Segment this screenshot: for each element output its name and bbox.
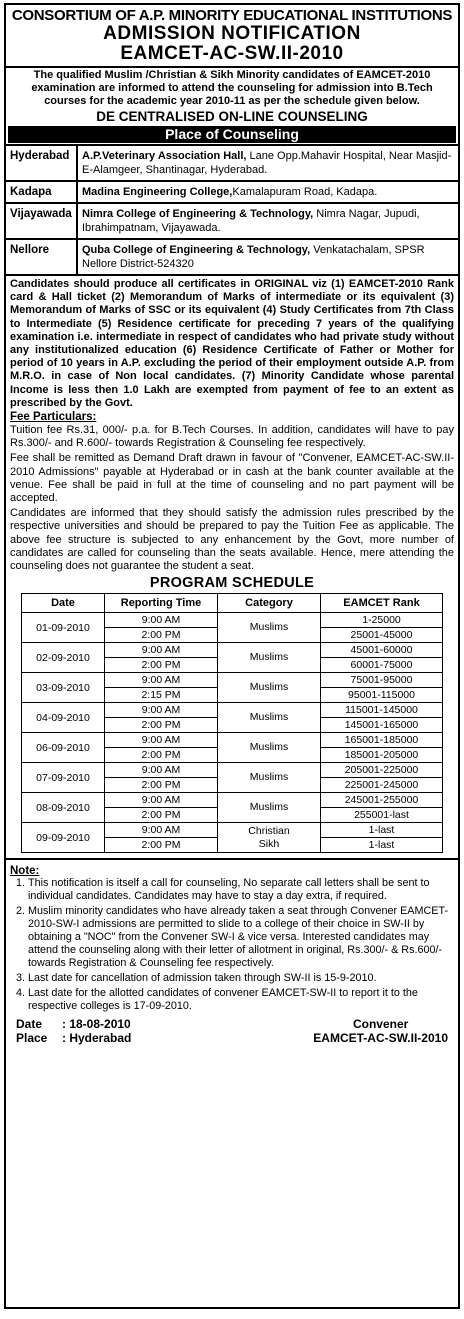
schedule-time: 2:00 PM (105, 838, 218, 853)
place-value: : Hyderabad (62, 1031, 132, 1046)
schedule-time: 2:00 PM (105, 778, 218, 793)
intro-paragraph: The qualified Muslim /Christian & Sikh Minority candidates of EAMCET-2010 examination are informed to attend the counseling for admission into B.Tech courses for the academic year 2010-11 as per the schedule given below. (31, 69, 433, 107)
schedule-time: 9:00 AM (105, 793, 218, 808)
place-address-cell (77, 239, 458, 274)
date-value: : 18-08-2010 (62, 1017, 131, 1032)
schedule-row (22, 793, 443, 808)
date-label: Date (16, 1017, 43, 1032)
schedule-time: 2:00 PM (105, 718, 218, 733)
schedule-category: Muslims (218, 643, 321, 673)
note-item: 3. Last date for cancellation of admission taken through SW-II is 15-9-2010. (28, 972, 454, 985)
schedule-row (22, 823, 443, 838)
note-item: 1. This notification is itself a call for counseling, No separate call letters shall be sent to individual candidates. Candidates may have to stay a day extra, if required. (28, 877, 454, 903)
schedule-rank: 95001-115000 (321, 688, 443, 703)
schedule-table (21, 593, 443, 853)
schedule-rank: 225001-245000 (321, 778, 443, 793)
schedule-time: 9:00 AM (105, 703, 218, 718)
schedule-row (22, 643, 443, 658)
schedule-time: 9:00 AM (105, 673, 218, 688)
consortium-title: CONSORTIUM OF A.P. MINORITY EDUCATIONAL INSTITUTIONS (11, 7, 453, 24)
place-venue: Quba College of Engineering & Technology, (82, 244, 311, 256)
schedule-time: 2:00 PM (105, 628, 218, 643)
fee-paragraph-2: Fee shall be remitted as Demand Draft drawn in favour of "Convener, EAMCET-AC-SW.II-2010 Admissions" payable at Hyderabad or in cash at the bank counter available at the venue. Fee shall be paid in full at the time of counseling and no part payment will be accepted. (10, 452, 454, 505)
schedule-category: Muslims (218, 703, 321, 733)
schedule-date: 02-09-2010 (22, 643, 105, 673)
schedule-time: 9:00 AM (105, 643, 218, 658)
place-address-cell (77, 181, 458, 203)
footer (6, 1015, 458, 1045)
schedule-rank: 1-last (321, 823, 443, 838)
header-divider (6, 66, 458, 68)
place-row (6, 239, 458, 274)
schedule-rank: 1-25000 (321, 613, 443, 628)
place-address: Venkatachalam, SPSR Nellore District-524320 (82, 244, 425, 270)
schedule-date: 09-09-2010 (22, 823, 105, 853)
place-venue: Nimra College of Engineering & Technology, (82, 208, 314, 220)
footer-right (313, 1017, 448, 1045)
fee-heading: Fee Particulars: (10, 411, 97, 424)
schedule-rank: 25001-45000 (321, 628, 443, 643)
place-row (6, 145, 458, 181)
schedule-category: Muslims (218, 763, 321, 793)
schedule-rank: 60001-75000 (321, 658, 443, 673)
fee-paragraph-1: Tuition fee Rs.31, 000/- p.a. for B.Tech Courses. In addition, candidates will have to pay Rs.300/- and R.600/- towards Registration & Counseling fee respectively. (10, 424, 454, 450)
schedule-rank: 185001-205000 (321, 748, 443, 763)
schedule-rank: 145001-165000 (321, 718, 443, 733)
places-table (6, 144, 458, 274)
schedule-row (22, 733, 443, 748)
schedule-rank: 1-last (321, 838, 443, 853)
place-row (6, 203, 458, 239)
footer-left (16, 1017, 131, 1045)
schedule-row (22, 703, 443, 718)
place-row (6, 181, 458, 203)
schedule-date: 03-09-2010 (22, 673, 105, 703)
schedule-rank: 255001-last (321, 808, 443, 823)
schedule-time: 2:15 PM (105, 688, 218, 703)
signatory-office: EAMCET-AC-SW.II-2010 (313, 1031, 448, 1046)
place-venue: Madina Engineering College, (82, 186, 233, 198)
notes-heading: Note: (10, 865, 40, 878)
place-city: Hyderabad (6, 145, 77, 181)
schedule-header-date: Date (22, 594, 105, 613)
schedule-rank: 205001-225000 (321, 763, 443, 778)
place-city: Vijayawada (6, 203, 77, 239)
schedule-category: Muslims (218, 733, 321, 763)
schedule-date: 07-09-2010 (22, 763, 105, 793)
schedule-date: 01-09-2010 (22, 613, 105, 643)
admission-notice (4, 3, 460, 1309)
place-address-cell (77, 203, 458, 239)
notes-divider (6, 858, 458, 860)
schedule-time: 2:00 PM (105, 808, 218, 823)
signatory-title: Convener (352, 1017, 409, 1032)
note-item: 4. Last date for the allotted candidates of convener EAMCET-SW-II to report it to the respective colleges is 17-09-2010. (28, 987, 454, 1013)
place-heading: Place of Counseling (8, 126, 456, 143)
schedule-category: Muslims (218, 613, 321, 643)
schedule-category: Muslims (218, 673, 321, 703)
schedule-time: 2:00 PM (105, 748, 218, 763)
place-city: Kadapa (6, 181, 77, 203)
schedule-time: 9:00 AM (105, 733, 218, 748)
schedule-time: 9:00 AM (105, 763, 218, 778)
schedule-header-category: Category (218, 594, 321, 613)
place-venue: A.P.Veterinary Association Hall, (82, 150, 247, 162)
schedule-row (22, 763, 443, 778)
schedule-date: 04-09-2010 (22, 703, 105, 733)
rules-paragraph: Candidates are informed that they should satisfy the admission rules prescribed by the respective universities and should be prepared to pay the Tuition Fee as applicable. The above fee structure is subjected to any enhancement by the Govt, more number of candidates are called for counseling than the seats available. Hence, mere attending the counseling does not guarantee the student a seat. (10, 507, 454, 573)
note-item: 2. Muslim minority candidates who have already taken a seat through Convener EAMCET-2010-SW-I admissions are permitted to slide to a college of their choice in SW-II by obtaining a "NOC" from the Convener SW-I & vice versa. Interested candidates may attend the counseling along with their letter of allotment in original, Rs.300/- & Rs.600/- towards Registration & Counseling fee respectively. (28, 905, 454, 970)
schedule-heading: PROGRAM SCHEDULE (149, 575, 315, 592)
schedule-row (22, 673, 443, 688)
place-label: Place (16, 1031, 48, 1046)
schedule-header-rank: EAMCET Rank (321, 594, 443, 613)
schedule-time: 2:00 PM (105, 658, 218, 673)
notes-list (6, 877, 458, 1013)
schedule-time: 9:00 AM (105, 613, 218, 628)
schedule-rank: 75001-95000 (321, 673, 443, 688)
schedule-rank: 45001-60000 (321, 643, 443, 658)
schedule-category: Christian Sikh (218, 823, 321, 853)
place-address: Nimra Nagar, Jupudi, Ibrahimpatnam, Vijayawada. (82, 208, 420, 234)
schedule-row (22, 613, 443, 628)
schedule-time: 9:00 AM (105, 823, 218, 838)
schedule-rank: 165001-185000 (321, 733, 443, 748)
notice-title: ADMISSION NOTIFICATION (103, 23, 361, 44)
places-divider (6, 274, 458, 276)
schedule-category: Muslims (218, 793, 321, 823)
schedule-date: 06-09-2010 (22, 733, 105, 763)
schedule-rank: 245001-255000 (321, 793, 443, 808)
schedule-header-time: Reporting Time (105, 594, 218, 613)
place-address-cell (77, 145, 458, 181)
notice-code: EAMCET-AC-SW.II-2010 (120, 43, 344, 64)
schedule-date: 08-09-2010 (22, 793, 105, 823)
certificates-paragraph: Candidates should produce all certificates in ORIGINAL viz (1) EAMCET-2010 Rank card & Hall ticket (2) Memorandum of Marks of intermediate or its equivalent (3) Memorandum of Marks of SSC or its equivalent (4) Study Certificates from 7th Class to Intermediate (5) Residence certificate for preceding 7 years of the qualifying examination i.e. intermediate in respect of candidates who had private study without any institutionalized education (6) Residence Certificate of Father or Mother for period of 10 years in A.P. excluding the period of their employment outside A.P. from M.R.O. in case of Non local candidates. (7) Minority Candidate whose parental Income is less then 1.0 Lakh are exempted from payment of fee to an extent as prescribed by the Govt. (10, 278, 454, 409)
place-city: Nellore (6, 239, 77, 274)
counseling-mode: DE CENTRALISED ON-LINE COUNSELING (96, 109, 368, 124)
place-address: Lane Opp.Mahavir Hospital, Near Masjid-E-Alamgeer, Shantinagar, Hyderabad. (82, 150, 452, 176)
place-address: Kamalapuram Road, Kadapa. (232, 186, 378, 198)
schedule-rank: 115001-145000 (321, 703, 443, 718)
